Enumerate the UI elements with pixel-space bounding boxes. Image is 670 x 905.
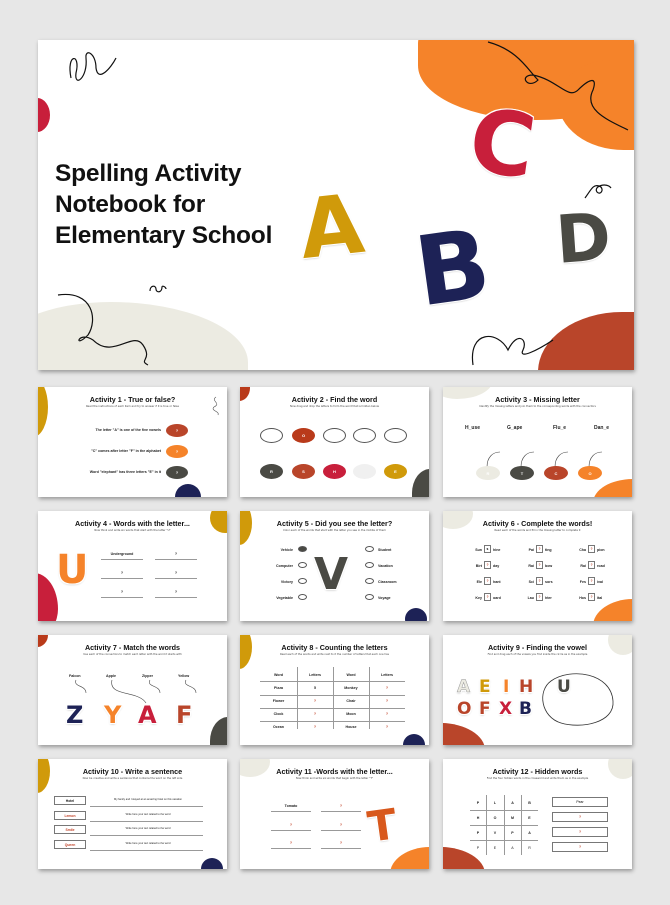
letter-fill-box[interactable]: ? [588,577,595,585]
letter-fill-box[interactable]: ? [536,561,543,569]
draggable-letter[interactable]: I [503,677,510,697]
match-word-3: Zipper [142,674,153,678]
answer-line-4[interactable] [155,578,197,579]
sticker-letter-a[interactable]: A [138,701,157,729]
slide-subtitle: Now think and write six words that start with the letter "U" [94,529,171,532]
statement-3: Word "elephant" has three letters "E" in it [89,470,161,474]
left-word-3: Victory [280,580,293,584]
answer-line-1[interactable] [101,559,143,560]
slide-title: Activity 8 - Counting the letters [281,643,388,652]
draggable-letter[interactable]: O [457,699,472,719]
grid-cell[interactable]: O [493,816,497,820]
orange-blob-decoration [390,847,429,869]
match-word-4: Yellow [178,674,190,678]
squiggle-decoration [468,320,558,370]
left-circle-1[interactable] [298,546,307,552]
table-header: Letters [309,673,321,677]
slide-activity-8[interactable] [240,635,429,745]
slide-title: Activity 9 - Finding the vowel [487,643,588,652]
slide-activity-11[interactable] [240,759,429,869]
rust-blob-decoration [443,723,485,745]
grid-cell[interactable]: P [511,831,514,835]
slide-activity-5[interactable] [240,511,429,621]
grid-cell[interactable]: E [493,846,497,850]
answer-6: ? [174,590,178,594]
answer-bubble-1[interactable]: ? [166,424,188,437]
rust-blob-decoration [443,847,485,869]
word-prefix: Cha [579,548,586,552]
answer-line-4[interactable] [321,830,361,831]
right-word-3: Classroom [378,580,397,584]
target-slot-1[interactable] [260,428,283,443]
table-header: Word [273,673,284,677]
word-prefix: Ele [476,580,482,584]
word-suffix: ital [597,596,603,600]
grid-cell[interactable]: A [528,831,531,835]
grid-cell[interactable]: P [476,831,480,835]
answer-line-1[interactable] [271,811,311,812]
slide-title: Activity 1 - True or false? [89,395,176,404]
sentence-line [90,821,203,822]
left-circle-3[interactable] [298,578,307,584]
word-box: Lemon [54,811,86,820]
connector-arrows [443,387,632,497]
navy-circle-decoration [403,734,425,745]
draggable-letter-5[interactable]: E [384,464,407,479]
sentence-line [90,850,203,851]
statement-2: "C" comes after letter "F" in the alphabet [91,449,161,453]
slide-title: Activity 2 - Find the word [291,395,378,404]
navy-circle-decoration [175,484,201,497]
word-suffix: day [493,564,500,568]
grid-divider [470,810,538,811]
answer-1: Underground [110,552,134,556]
answer-box-1[interactable]: Pear [552,797,608,807]
target-slot-4[interactable] [353,428,376,443]
cover-title [55,158,272,251]
word-prefix: Key [475,596,482,600]
word-suffix: road [597,564,605,568]
answer-line-6[interactable] [155,597,197,598]
table-header: Letters [381,673,393,677]
sentence-text[interactable]: Write here your text related to the word [125,827,171,830]
table-divider [260,695,405,696]
word-suffix: oard [493,596,501,600]
table-cell: Moon [346,712,356,716]
sticker-letter-a: A [295,176,369,279]
table-cell[interactable]: ? [313,699,317,703]
squiggle-decoration [210,395,222,417]
slide-title: Activity 5 - Did you see the letter? [276,519,393,528]
slide-subtitle: Now drag and drop the letters to form the word that is hidden below [290,405,379,408]
table-cell[interactable]: 5 [314,686,316,690]
mustard-blob-decoration [240,635,252,669]
table-cell: Clock [273,712,284,716]
draggable-letter-3[interactable]: H [323,464,346,479]
slide-subtitle: Read each of the words and write next to it the number of letters that each one has [280,653,389,656]
table-header: Word [346,673,356,677]
sticker-letter-v: V [314,549,349,600]
word-1: H_use [465,425,481,431]
word-box: Smile [54,825,86,834]
answer-2: ? [174,552,178,556]
target-slot-2[interactable]: O [292,428,315,443]
word-box: Hotel [54,796,86,805]
answer-6: ? [339,841,343,845]
right-circle-1[interactable] [365,546,374,552]
answer-line-5[interactable] [271,848,311,849]
navy-circle-decoration [405,608,427,621]
draggable-letter-2[interactable]: S [292,464,315,479]
table-cell: House [345,725,357,729]
grid-cell[interactable]: R [528,846,531,850]
sticker-letter-t: T [364,799,400,852]
answer-4: ? [174,571,178,575]
cover-title-line-3: Elementary School [55,222,273,249]
word-4: Dan_e [594,425,610,431]
cover-title-line-1: Spelling Activity [55,160,242,187]
answer-2: ? [339,804,343,808]
letter-bubble-1[interactable]: R [476,466,500,480]
answer-3: ? [289,823,293,827]
letter-fill-box[interactable]: ? [536,545,543,553]
word-suffix: pion [597,548,605,552]
letter-fill-box[interactable]: ? [484,561,491,569]
sticker-letter-u: U [56,547,89,593]
grid-cell[interactable]: P [476,846,480,850]
target-slot-5[interactable] [384,428,407,443]
draggable-letter[interactable]: E [479,677,491,697]
word-box: Queen [54,840,86,849]
word-suffix: sors [545,580,553,584]
slide-subtitle: Read each of the words and fill in the missing letter to complete it [494,529,581,532]
answer-box-2[interactable]: ? [552,812,608,822]
slide-activity-2[interactable] [240,387,429,497]
squiggle-decoration [66,48,126,88]
slide-title: Activity 4 - Words with the letter... [75,519,190,528]
grid-cell[interactable]: V [493,831,497,835]
answer-4: ? [339,823,343,827]
match-word-1: Falcon [69,674,81,678]
draggable-letter[interactable]: A [457,677,471,697]
word-prefix: Rai [528,564,534,568]
letter-fill-box[interactable]: ? [536,577,543,585]
right-word-2: Vacation [378,564,393,568]
word-prefix: Fes [579,580,586,584]
word-suffix: hant [493,580,501,584]
squiggle-decoration [53,290,163,370]
word-prefix: Rai [580,564,586,568]
word-prefix: Birt [475,564,482,568]
red-blob-decoration [38,573,58,621]
letter-fill-box[interactable]: ? [588,593,595,601]
slide-activity-4[interactable] [38,511,227,621]
letter-fill-box[interactable]: s [484,545,491,553]
word-suffix: ival [597,580,603,584]
letter-fill-box[interactable]: ? [588,561,595,569]
answer-line-6[interactable] [321,848,361,849]
slide-subtitle: Find the four hidden words in the crossword and write them as in the example [486,777,589,780]
slide-activity-12[interactable] [443,759,632,869]
slide-title: Activity 7 - Match the words [84,643,181,652]
answer-1: Tomato [284,804,298,808]
right-circle-2[interactable] [365,562,374,568]
word-prefix: Sci [528,580,534,584]
sticker-letter-c: C [463,88,542,199]
grid-cell[interactable]: M [511,816,514,820]
sticker-letter-d: D [553,198,614,279]
table-cell: Monkey [344,686,358,690]
table-cell[interactable]: ? [385,686,389,690]
word-3: Flu_e [553,425,567,431]
answer-5: ? [289,841,293,845]
slide-subtitle: Color each of the words that start with the letter you see in the middle of them [283,529,386,532]
left-word-4: Vegetable [276,596,293,600]
slide-title: Activity 12 - Hidden words [492,767,583,776]
cover-slide[interactable] [38,40,634,370]
statement-1: The letter "A" is one of the five vowels [95,428,161,432]
letter-fill-box[interactable]: ? [484,593,491,601]
drop-circle[interactable] [541,671,617,729]
letter-fill-box[interactable]: ? [484,577,491,585]
squiggle-decoration [583,180,613,200]
left-word-1: Vehicle [280,548,293,552]
draggable-letter[interactable]: F [479,699,491,719]
right-circle-4[interactable] [365,594,374,600]
table-cell[interactable]: ? [385,712,389,716]
slide-subtitle: Read the instructions of each item and try to answer if it is true or false [85,405,179,408]
grid-cell[interactable]: E [528,816,531,820]
table-cell[interactable]: ? [385,699,389,703]
target-slot-3[interactable] [323,428,346,443]
table-cell: Pizza [274,686,283,690]
left-word-2: Computer [276,564,293,568]
answer-bubble-2[interactable]: ? [166,445,188,458]
table-cell[interactable]: ? [313,712,317,716]
sticker-letter-y[interactable]: Y [104,701,122,729]
slide-activity-1[interactable] [38,387,227,497]
right-word-4: Voyage [378,596,391,600]
slide-title: Activity 3 - Missing letter [495,395,580,404]
draggable-letter-4[interactable] [353,464,376,479]
example-letter-u: U [557,677,571,697]
table-cell[interactable]: ? [313,725,317,729]
slide-subtitle: Now be creative and write a sentence that contains the word on the left side [82,777,183,780]
answer-box-4[interactable]: ? [552,842,608,852]
table-divider [260,721,405,722]
answer-line-2[interactable] [155,559,197,560]
slide-subtitle: Use each of the connectors to match each letter with the word it starts with [83,653,182,656]
sticker-letter-f[interactable]: F [176,701,193,729]
left-circle-4[interactable] [298,594,307,600]
word-prefix: Hos [579,596,586,600]
word-suffix: ting [545,548,552,552]
slide-activity-9[interactable] [443,635,632,745]
word-suffix: hine [493,548,501,552]
mustard-blob-decoration [240,511,252,545]
grid-cell[interactable]: A [511,846,514,850]
navy-circle-decoration [201,858,223,869]
draggable-letter-1[interactable]: R [260,464,283,479]
grid-cell[interactable]: P [476,801,480,805]
sticker-letter-b: B [408,207,497,329]
charcoal-blob-decoration [412,469,429,497]
slide-activity-3[interactable] [443,387,632,497]
letter-fill-box[interactable]: ? [588,545,595,553]
sentence-line [90,835,203,836]
answer-line-3[interactable] [271,830,311,831]
letter-fill-box[interactable]: ? [536,593,543,601]
slide-activity-10[interactable] [38,759,227,869]
word-prefix: Sun [475,548,482,552]
letter-bubble-2[interactable]: T [510,466,534,480]
slide-subtitle: Find and drag each of the vowels you find inside the circle as in the example [487,653,588,656]
mustard-blob-decoration [38,759,50,793]
answer-box-3[interactable]: ? [552,827,608,837]
match-word-2: Apple [106,674,116,678]
slide-activity-7[interactable] [38,635,227,745]
table-divider [260,708,405,709]
answer-line-3[interactable] [101,578,143,579]
answer-3: ? [120,571,124,575]
orange-blob-decoration [593,599,632,621]
grid-cell[interactable]: H [476,816,480,820]
table-divider [260,681,405,682]
sticker-letter-z[interactable]: Z [66,701,84,729]
left-circle-2[interactable] [298,562,307,568]
cover-title-line-2: Notebook for [55,191,206,218]
table-cell: Chair [346,699,356,703]
grid-cell[interactable]: B [528,801,531,805]
letter-bubble-3[interactable]: C [544,466,568,480]
table-cell: Ocean [273,725,284,729]
answer-5: ? [120,590,124,594]
sentence-line [90,806,203,807]
answer-line-5[interactable] [101,597,143,598]
slide-subtitle: Identify the missing letters and join them to the corresponding words with the connectors [479,405,596,408]
letter-bubble-4[interactable]: O [578,466,602,480]
sentence-text[interactable]: Write here your text related to the word [125,842,171,845]
sentence-text[interactable]: My family and I stayed at an amazing hotel on this vacation [114,798,182,801]
slide-title: Activity 6 - Complete the words! [482,519,593,528]
squiggle-decoration [148,283,168,295]
slide-title: Activity 11 -Words with the letter... [276,767,393,776]
answer-line-2[interactable] [321,811,361,812]
answer-bubble-3[interactable]: ? [166,466,188,479]
grid-cell[interactable]: A [511,801,514,805]
right-circle-3[interactable] [365,578,374,584]
right-word-1: Student [378,548,392,552]
slide-activity-6[interactable] [443,511,632,621]
draggable-letter[interactable]: X [499,699,513,719]
word-prefix: Pai [528,548,534,552]
draggable-letter[interactable]: B [519,699,532,719]
word-prefix: Lau [527,596,534,600]
word-suffix: hter [545,596,552,600]
word-2: G_ape [507,425,523,431]
slide-title: Activity 10 - Write a sentence [82,767,183,776]
table-cell: Flower [272,699,285,703]
grid-cell[interactable]: L [493,801,497,805]
word-suffix: bow [545,564,553,568]
slide-subtitle: Now think and write six words that begin with the letter "T" [295,777,374,780]
red-half-circle-decoration [38,98,50,132]
grid-divider [470,825,538,826]
table-cell[interactable]: ? [385,725,389,729]
grid-divider [470,840,538,841]
sentence-text[interactable]: Write here your text related to the word [125,813,171,816]
draggable-letter[interactable]: H [519,677,534,697]
